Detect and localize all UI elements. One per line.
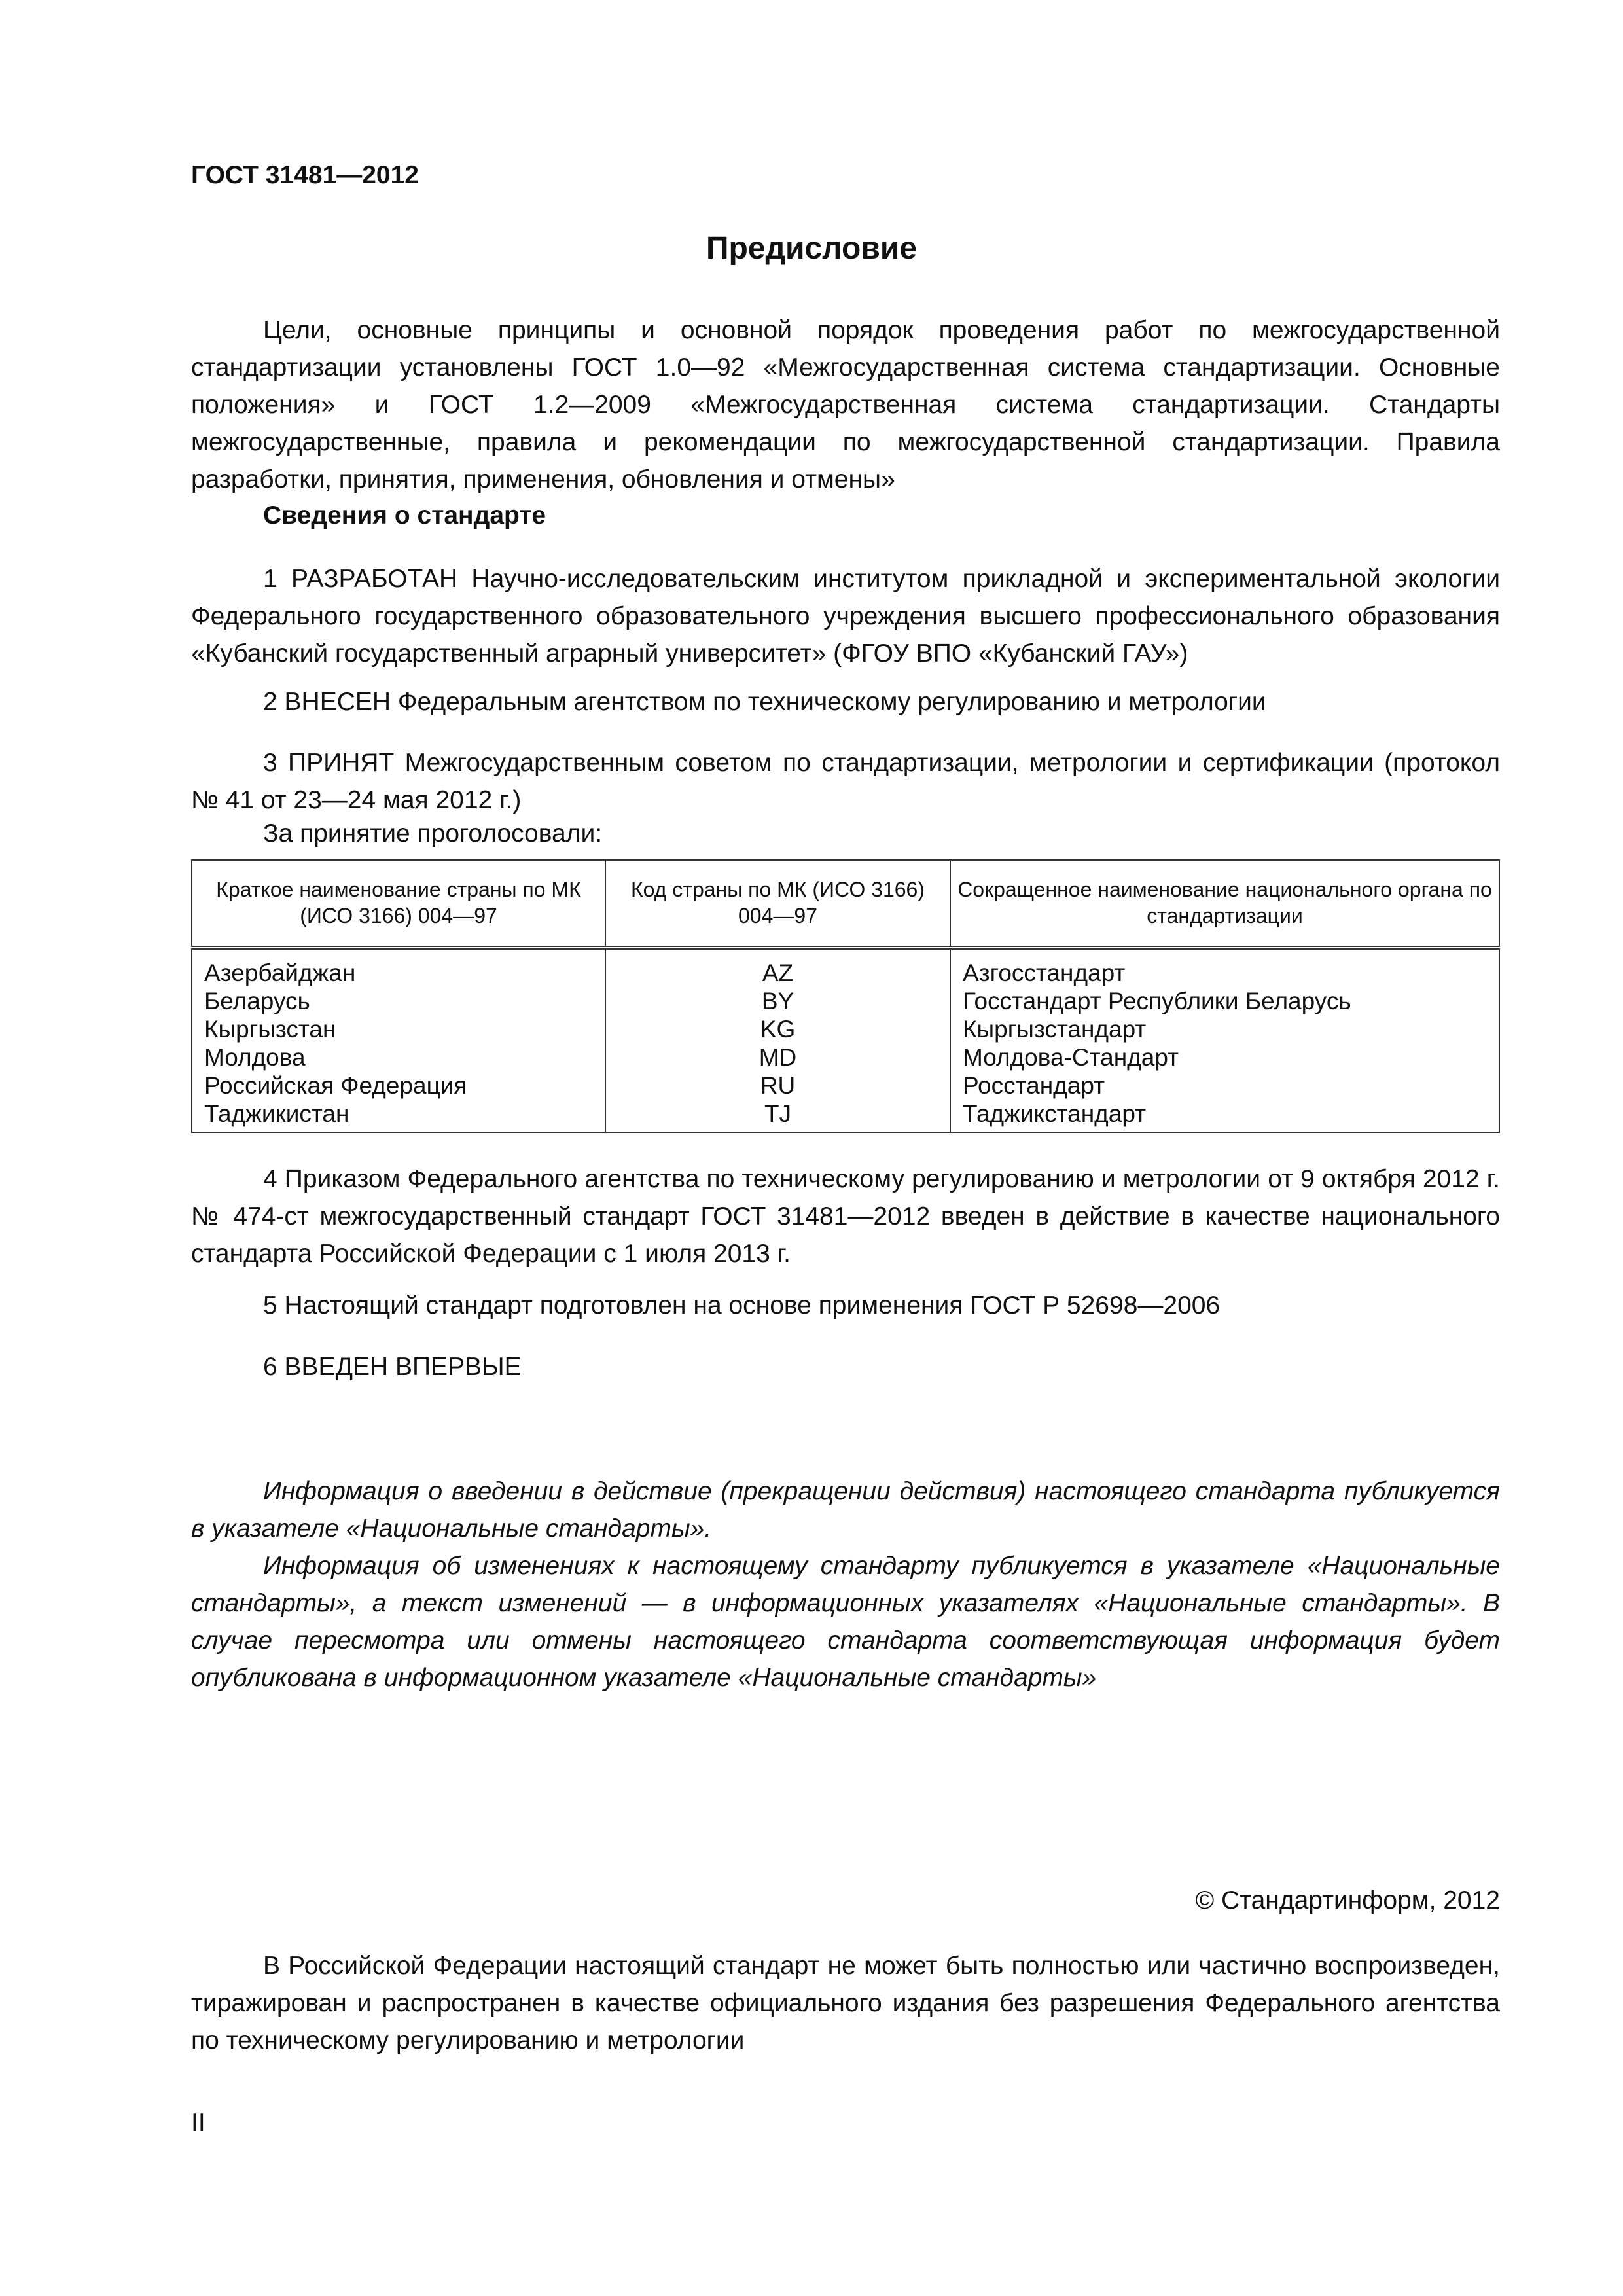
standards-body: Молдова-Стандарт [950,1043,1499,1071]
country-code: TJ [605,1100,950,1132]
table-row [192,987,1499,1015]
item-order: 4 Приказом Федерального агентства по техническому регулированию и метрологии от 9 октября 2012 г. № 474-ст межгосударственный стандарт ГОСТ 31481—2012 введен в действие в качестве национального стандарта Российской Федерации с 1 июля 2013 г. [191,1165,1500,1268]
item-first-introduced: 6 ВВЕДЕН ВПЕРВЫЕ [263,1353,522,1381]
vote-label: За принятие проголосовали: [263,819,603,848]
info-note-amendments: Информация об изменениях к настоящему стандарту публикуется в указателе «Национальные стандарты», а текст изменений — в информационных указателях «Национальные стандарты». В случае пересмотра или отмены настоящего стандарта соответствующая информация будет опубликована в информационном указателе «Национальные стандарты» [191,1552,1500,1692]
standards-body: Росстандарт [950,1071,1499,1100]
country-name: Таджикистан [192,1100,605,1132]
table-row [192,1071,1499,1100]
copyright-line: © Стандартинформ, 2012 [1195,1886,1500,1914]
country-name: Российская Федерация [192,1071,605,1100]
column-header-country: Краткое наименование страны по МК (ИСО 3166) 004—97 [192,860,605,948]
country-name: Кыргызстан [192,1015,605,1043]
country-code: RU [605,1071,950,1100]
country-name: Беларусь [192,987,605,1015]
country-code: BY [605,987,950,1015]
country-name: Молдова [192,1043,605,1071]
page-title: Предисловие [705,231,918,266]
country-name: Азербайджан [192,948,605,987]
document-code-header: ГОСТ 31481—2012 [191,161,419,189]
intro-paragraph: Цели, основные принципы и основной порядок проведения работ по межгосударственной стандартизации установлены ГОСТ 1.0—92 «Межгосударственная система стандартизации. Основные положения» и ГОСТ 1.2—2009 «Межгосударственная система стандартизации. Стандарты межгосударственные, правила и рекомендации по межгосударственной стандартизации. Правила разработки, принятия, применения, обновления и отмены» [191,316,1500,493]
item-submitted: 2 ВНЕСЕН Федеральным агентством по техническому регулированию и метрологии [263,688,1266,716]
standards-body: Госстандарт Республики Беларусь [950,987,1499,1015]
table-row [192,1015,1499,1043]
country-code: MD [605,1043,950,1071]
table-row [192,948,1499,987]
item-developed: 1 РАЗРАБОТАН Научно-исследовательским институтом прикладной и экспериментальной экологии Федерального государственного образовательного учреждения высшего профессионального образования «Кубанский государственный аграрный университет» (ФГОУ ВПО «Кубанский ГАУ») [191,565,1500,668]
table-header-row [192,860,1499,948]
item-basis: 5 Настоящий стандарт подготовлен на основе применения ГОСТ Р 52698—2006 [263,1291,1221,1319]
column-header-standards-body: Сокращенное наименование национального органа по стандартизации [950,860,1499,948]
table-row [192,1043,1499,1071]
column-header-code: Код страны по МК (ИСО 3166) 004—97 [605,860,950,948]
member-states-table [191,859,1500,1133]
page-number: II [191,2109,205,2137]
country-code: AZ [605,948,950,987]
table-row [192,1100,1499,1132]
copyright-notice: В Российской Федерации настоящий стандарт не может быть полностью или частично воспроизведен, тиражирован и распространен в качестве официального издания без разрешения Федерального агентства по техническому регулированию и метрологии [191,1952,1500,2054]
info-note-publication: Информация о введении в действие (прекращении действия) настоящего стандарта публикуется в указателе «Национальные стандарты». [191,1477,1500,1543]
section-subheading: Сведения о стандарте [263,501,546,529]
item-adopted: 3 ПРИНЯТ Межгосударственным советом по стандартизации, метрологии и сертификации (протокол № 41 от 23—24 мая 2012 г.) [191,749,1500,814]
country-code: KG [605,1015,950,1043]
standards-body: Таджикстандарт [950,1100,1499,1132]
standards-body: Азгосстандарт [950,948,1499,987]
standards-body: Кыргызстандарт [950,1015,1499,1043]
